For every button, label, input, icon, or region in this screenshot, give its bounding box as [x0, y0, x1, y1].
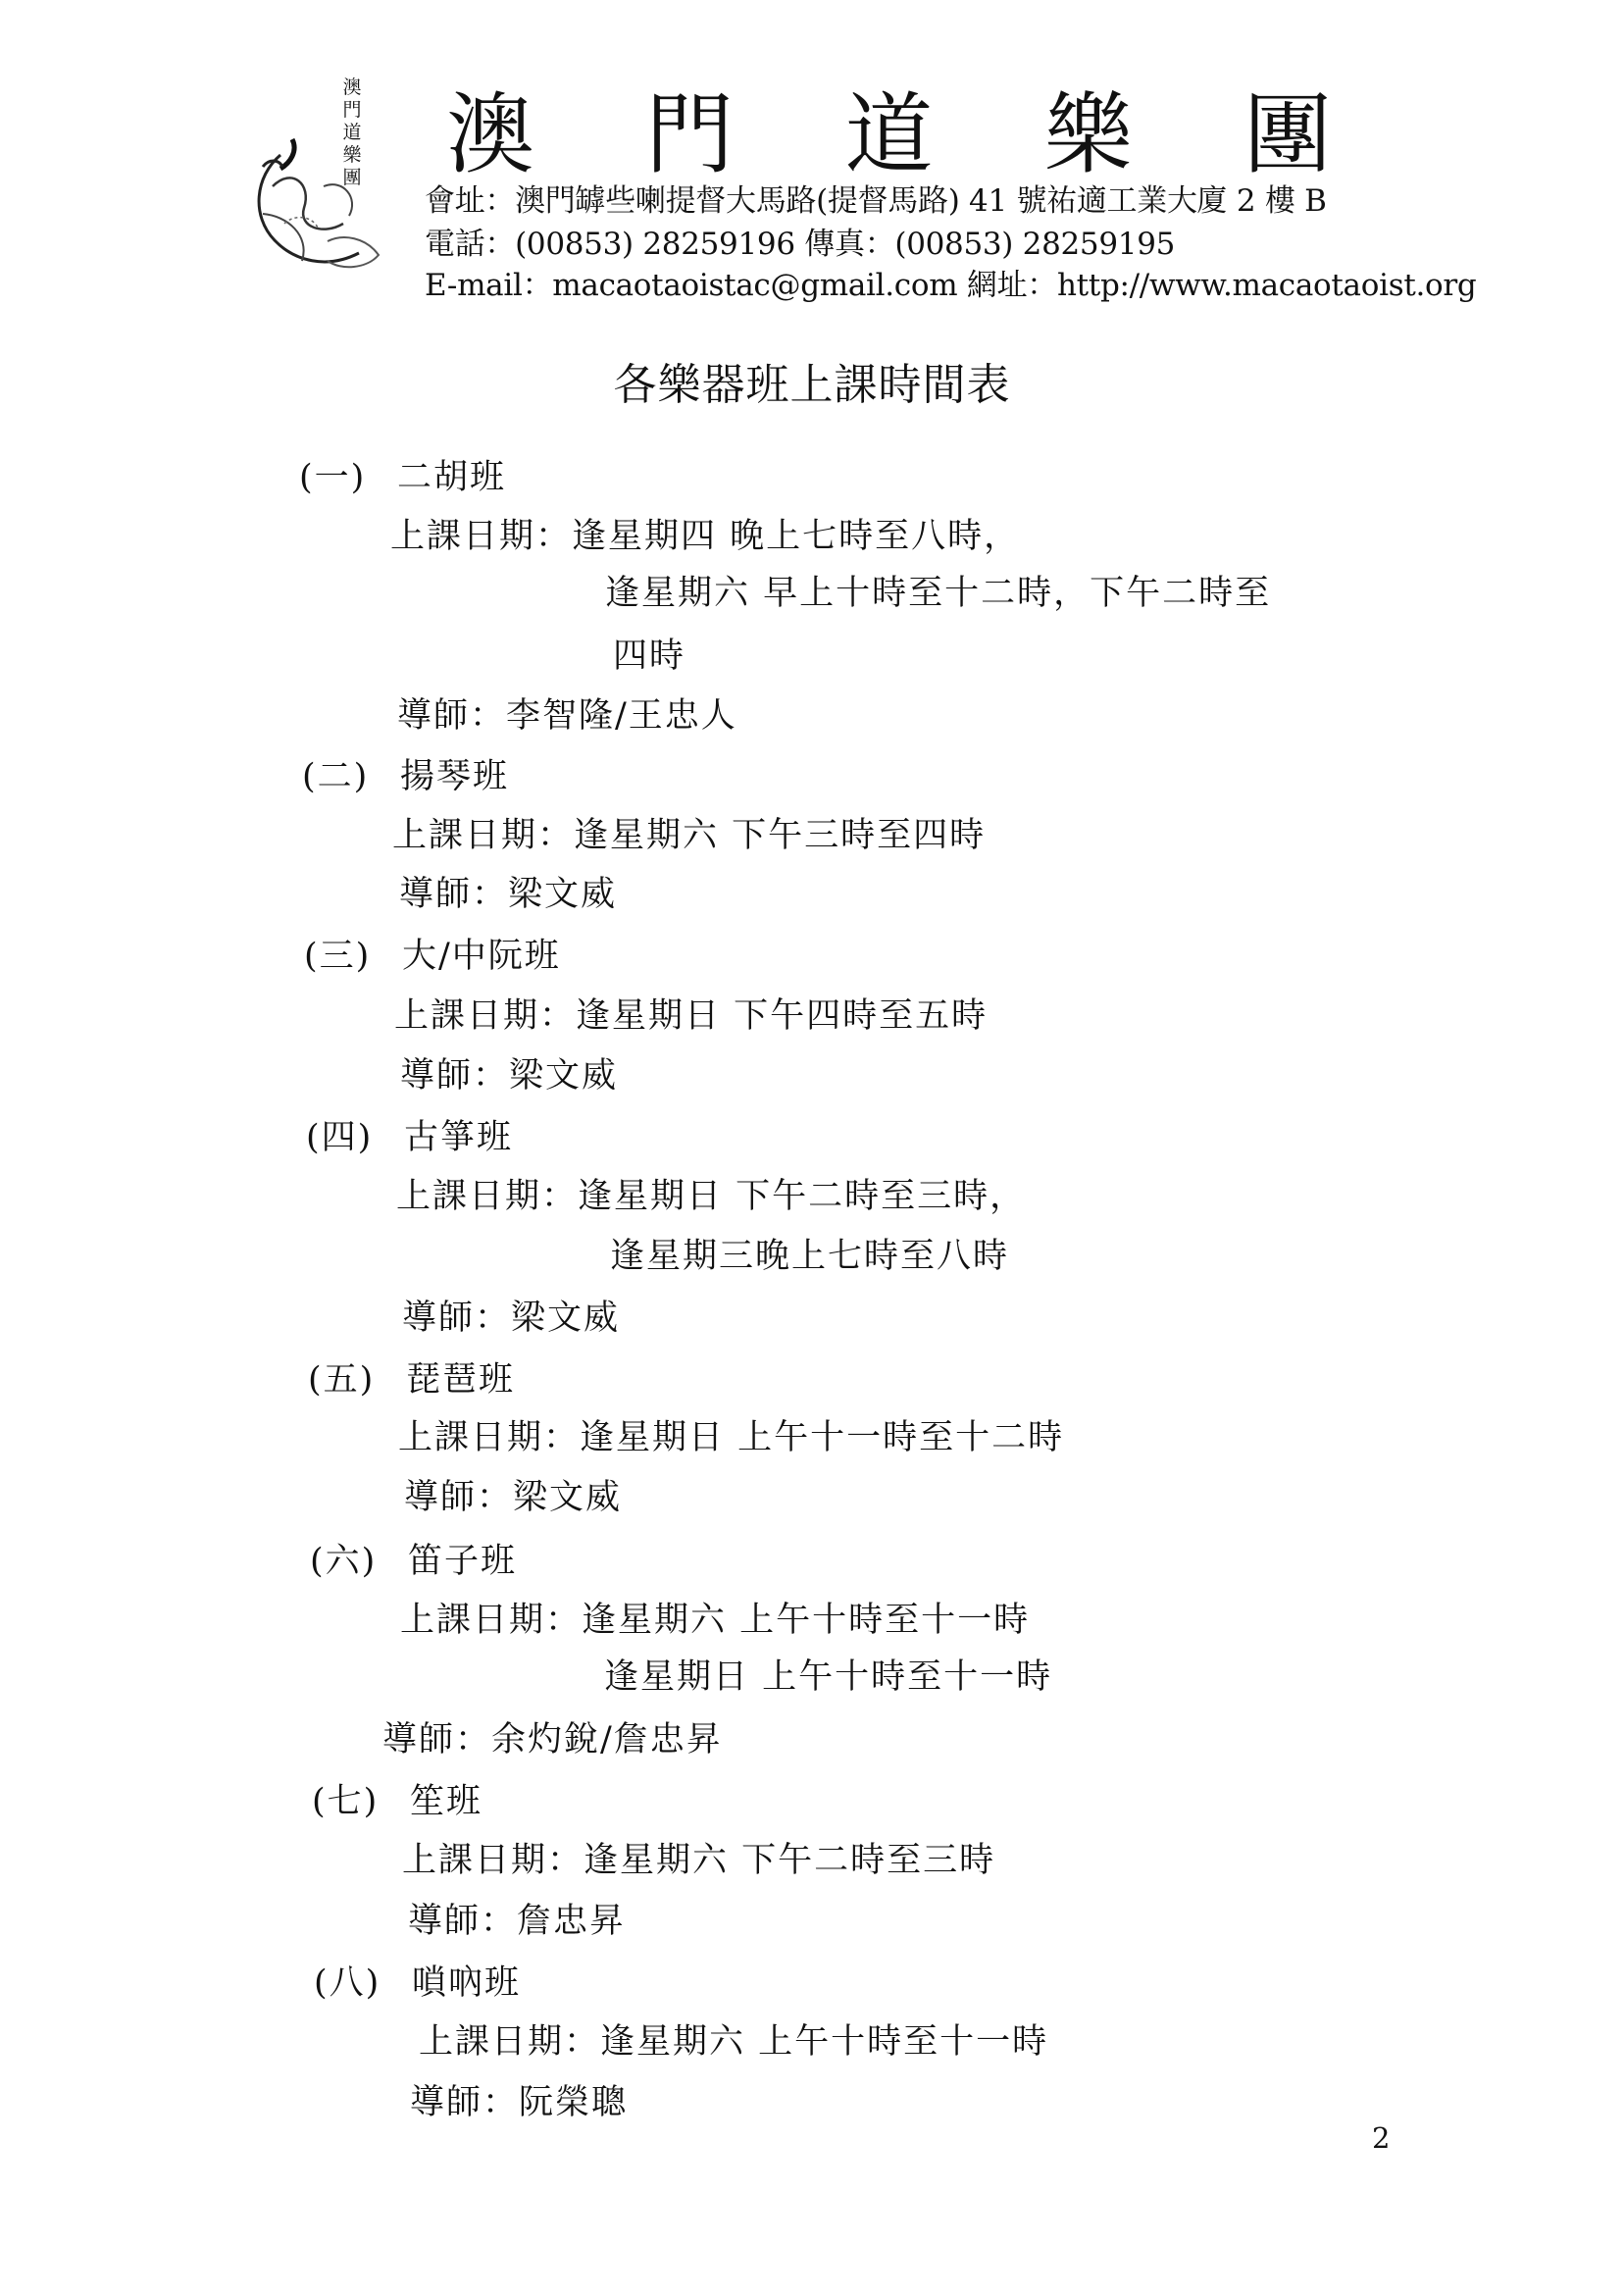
page-number: 2 — [1372, 2121, 1391, 2155]
organization-logo — [233, 69, 400, 284]
class-schedule: 上課日期：逢星期六 上午十時至十一時 — [419, 2022, 1049, 2062]
class-name: 笛子班 — [408, 1542, 518, 1581]
class-schedule: 四時 — [613, 637, 686, 676]
class-name: 笙班 — [410, 1782, 483, 1821]
class-number: (五) — [308, 1360, 376, 1400]
class-schedule: 上課日期：逢星期六 下午三時至四時 — [392, 816, 987, 855]
class-schedule: 逢星期三晚上七時至八時 — [610, 1237, 1010, 1276]
banner-char: 道 — [844, 83, 936, 186]
class-teacher: 導師：梁文威 — [400, 1056, 619, 1096]
phone-fax-line: 電話：(00853) 28259196 傳真：(00853) 28259195 — [425, 227, 1176, 262]
class-number: (八) — [314, 1963, 381, 2003]
class-schedule: 上課日期：逢星期日 下午二時至三時， — [396, 1177, 1027, 1216]
class-teacher: 導師：余灼銳/詹忠昇 — [382, 1720, 723, 1759]
class-number: (四) — [306, 1118, 374, 1157]
logo-vertical-text — [339, 76, 365, 189]
class-schedule: 上課日期：逢星期四 晚上七時至八時， — [390, 517, 1021, 556]
class-name: 古箏班 — [404, 1118, 514, 1157]
email-website-line: E-mail：macaotaoistac@gmail.com 網址：http://www.macaotaoist.org — [425, 268, 1477, 303]
class-teacher: 導師：梁文威 — [402, 1299, 621, 1338]
class-number: (二) — [302, 757, 370, 796]
page-title: 各樂器班上課時間表 — [613, 360, 1011, 410]
logo-char: 樂 — [342, 144, 362, 166]
class-teacher: 導師：梁文威 — [399, 875, 618, 914]
class-name: 大/中阮班 — [402, 937, 561, 976]
banner-char: 澳 — [446, 83, 536, 186]
class-schedule: 逢星期日 上午十時至十一時 — [604, 1657, 1053, 1697]
class-name: 琵琶班 — [406, 1360, 516, 1400]
class-teacher: 導師：梁文威 — [404, 1478, 623, 1517]
class-schedule: 上課日期：逢星期六 下午二時至三時 — [402, 1841, 996, 1880]
class-name: 嗩吶班 — [412, 1963, 522, 2003]
logo-char: 團 — [342, 167, 362, 188]
class-schedule: 上課日期：逢星期六 上午十時至十一時 — [400, 1601, 1031, 1640]
banner-char: 團 — [1243, 83, 1334, 186]
organization-name-banner — [446, 83, 1334, 186]
class-schedule: 上課日期：逢星期日 下午四時至五時 — [394, 996, 989, 1036]
banner-char: 門 — [645, 83, 736, 186]
class-number: (六) — [310, 1542, 378, 1581]
class-teacher: 導師：阮榮聰 — [410, 2083, 629, 2122]
class-schedule: 上課日期：逢星期日 上午十一時至十二時 — [398, 1418, 1065, 1457]
logo-char: 道 — [342, 122, 362, 143]
logo-char: 門 — [342, 99, 362, 121]
class-schedule: 逢星期六 早上十時至十二時，下午二時至 — [605, 574, 1272, 613]
banner-char: 樂 — [1043, 83, 1135, 186]
address-line: 會址：澳門罅些喇提督大馬路(提督馬路) 41 號祐適工業大廈 2 樓 B — [425, 183, 1327, 219]
class-name: 揚琴班 — [400, 757, 510, 796]
class-number: (三) — [304, 937, 372, 976]
class-teacher: 導師：李智隆/王忠人 — [397, 696, 737, 736]
class-teacher: 導師：詹忠昇 — [408, 1902, 627, 1941]
class-name: 二胡班 — [397, 458, 507, 497]
class-number: (一) — [299, 458, 367, 497]
class-number: (七) — [312, 1782, 380, 1821]
logo-char: 澳 — [342, 76, 362, 98]
